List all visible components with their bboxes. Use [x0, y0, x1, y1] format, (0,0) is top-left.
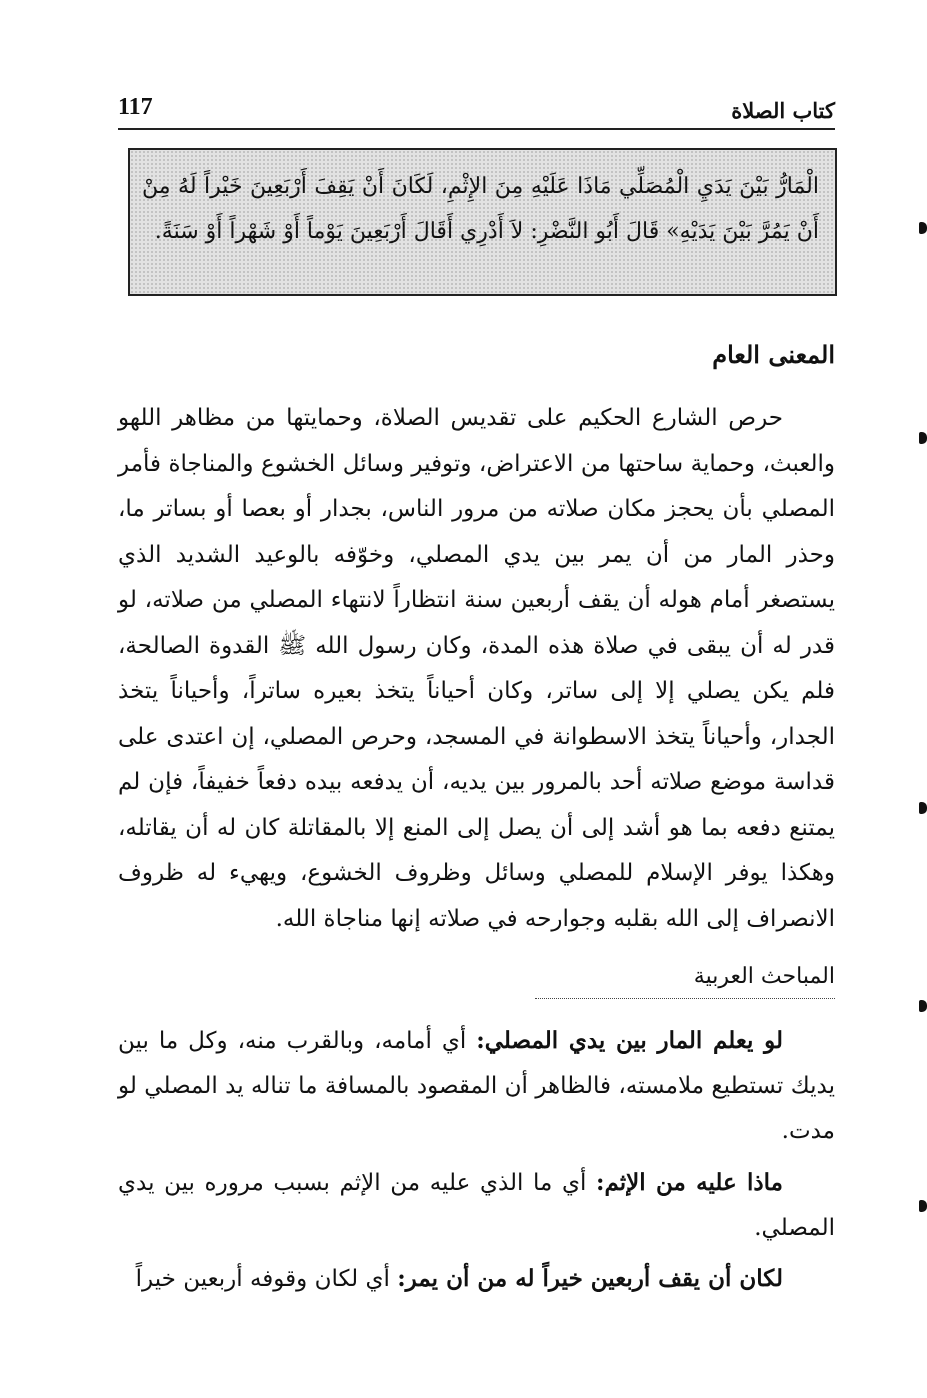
gloss-definition: أي أمامه، وبالقرب منه، وكل ما بين يديك تستطيع ملامسته، فالظاهر أن المقصود بالمسافة ما تناله يد المصلي لو مدت.: [118, 1028, 835, 1144]
hadith-text: الْمَارُّ بَيْنَ يَدَيِ الْمُصَلِّي مَاذَا عَلَيْهِ مِنَ الإِثْمِ، لَكَانَ أَنْ يَقِفَ أَرْبَعِينَ خَيْراً لَهُ مِنْ أَنْ يَمُرَّ بَيْنَ يَدَيْهِ» قَالَ أَبُو النَّضْرِ: لاَ أَدْرِي أَقَالَ أَرْبَعِينَ يَوْماً أَوْ شَهْراً أَوْ سَنَةً.: [142, 174, 819, 244]
hadith-box: [128, 148, 837, 296]
page-header: [118, 92, 835, 130]
dotted-divider: [535, 998, 835, 999]
binding-hole-mark: [919, 802, 927, 814]
gloss-entry: [118, 1256, 835, 1302]
running-title: كتاب الصلاة: [731, 98, 835, 123]
gloss-term: لكان أن يقف أربعين خيراً له من أن يمر:: [397, 1265, 783, 1292]
gloss-entry: [118, 1160, 835, 1251]
gloss-definition: أي ما الذي عليه من الإثم بسبب مروره بين يدي المصلي.: [118, 1170, 835, 1241]
binding-hole-mark: [919, 432, 927, 444]
binding-hole-mark: [919, 222, 927, 234]
binding-hole-mark: [919, 1200, 927, 1212]
page-number: 117: [118, 94, 153, 120]
gloss-definition: أي لكان وقوفه أربعين خيراً: [135, 1266, 398, 1292]
general-meaning-paragraph: حرص الشارع الحكيم على تقديس الصلاة، وحمايتها من مظاهر اللهو والعبث، وحماية ساحتها من الاعتراض، وتوفير وسائل الخشوع والمناجاة فأمر المصلي بأن يحجز مكان صلاته من مرور الناس، بجدار أو بعصا أو بساتر ما، وحذر المار من أن يمر بين يدي المصلي، وخوّفه بالوعيد الشديد الذي يستصغر أمام هوله أن يقف أربعين سنة انتظاراً لانتهاء المصلي من صلاته، لو قدر له أن يبقى في صلاة هذه المدة، وكان رسول الله ﷺ القدوة الصالحة، فلم يكن يصلي إلا إلى ساتر، وكان أحياناً يتخذ بعيره ساتراً، وأحياناً يتخذ الجدار، وأحياناً يتخذ الاسطوانة في المسجد، وحرص المصلي، إن اعتدى على قداسة موضع صلاته أحد بالمرور بين يديه، أن يدفعه بيده دفعاً خفيفاً، فإن لم يمتنع دفعه بما هو أشد إلى أن يصل إلى المنع إلا بالمقاتلة كان له أن يقاتله، وهكذا يوفر الإسلام للمصلي وسائل وظروف الخشوع، ويهيء له ظروف الانصراف إلى الله بقلبه وجوارحه في صلاته إنها مناجاة الله.: [118, 405, 835, 932]
gloss-term: ماذا عليه من الإثم:: [595, 1169, 783, 1196]
gloss-entry: [118, 1018, 835, 1154]
section-heading-linguistic: المباحث العربية: [693, 964, 835, 989]
gloss-term: لو يعلم المار بين يدي المصلي:: [476, 1027, 783, 1054]
binding-hole-mark: [919, 1000, 927, 1012]
section-heading-general-meaning: المعنى العام: [712, 340, 835, 369]
